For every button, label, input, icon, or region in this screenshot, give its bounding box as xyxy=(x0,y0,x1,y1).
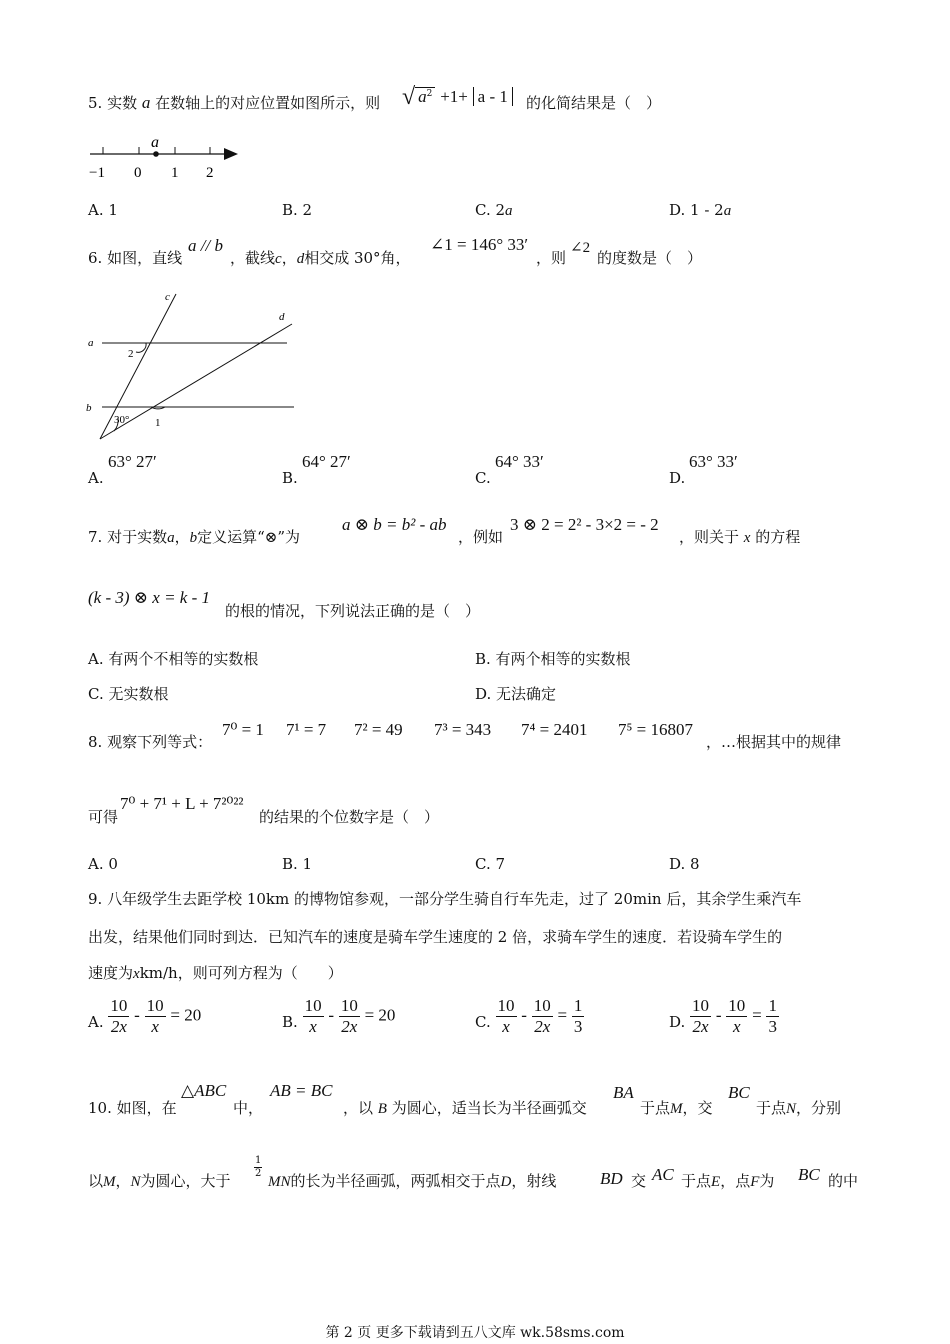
q5-expression: √ $a^2 +1+ a - 1$ xyxy=(402,84,513,114)
q5-option-c[interactable]: C. 2a xyxy=(475,201,513,219)
q10-triangle: △ABC xyxy=(181,1081,227,1100)
q5-option-b[interactable]: B. 2 xyxy=(282,201,313,219)
q5-stem-end: 的化简结果是（ ） xyxy=(526,94,662,112)
q8-option-b[interactable]: B. 1 xyxy=(282,855,313,873)
label-c: c xyxy=(165,291,170,303)
q10-BD: BD xyxy=(600,1169,623,1188)
label-a: a xyxy=(88,337,94,349)
q7-option-d[interactable]: D. 无法确定 xyxy=(475,685,557,703)
page-footer: 第 2 页 更多下载请到五八文库 wk.58sms.com xyxy=(325,1325,625,1341)
tick-label: 2 xyxy=(206,165,214,181)
q8-eq: 7³ = 343 xyxy=(434,720,492,739)
q9-option-c[interactable]: C. $\frac{10}{x}$ - $\frac{10}{2x}$ = $\frac{1}{3}$ xyxy=(475,996,583,1036)
q8-eq: 7⁵ = 16807 xyxy=(618,720,694,739)
q10-half: 1 2 xyxy=(255,1155,262,1179)
q6-stem-2: ，截线c，d相交成 30°角， xyxy=(230,249,411,267)
q8-sum: 7⁰ + 7¹ + L + 7²⁰²² xyxy=(120,794,244,813)
q8-option-a[interactable]: A. 0 xyxy=(88,855,118,873)
q10-line2-b: MN的长为半径画弧，两弧相交于点D，射线 xyxy=(268,1172,557,1190)
q9-option-b[interactable]: B. $\frac{10}{x}$ - $\frac{10}{2x}$ = 20 xyxy=(282,996,396,1036)
q5-option-d[interactable]: D. 1 - 2a xyxy=(669,201,732,219)
q7-stem-3: ，则关于 x 的方程 xyxy=(679,528,801,546)
q8-eq: 7⁴ = 2401 xyxy=(521,720,588,739)
q8-stem-3: 可得 xyxy=(88,808,119,826)
q8-eq: 7² = 49 xyxy=(354,720,403,739)
point-a xyxy=(153,151,159,157)
number-line-arrow xyxy=(224,148,238,160)
q9-line2: 出发，结果他们同时到达．已知汽车的速度是骑车学生速度的 2 倍，求骑车学生的速度．若设骑车学生的 xyxy=(88,928,783,946)
q7-option-b[interactable]: B. 有两个相等的实数根 xyxy=(475,650,631,668)
q8-stem: 8. 观察下列等式： xyxy=(88,733,213,751)
label-1: 1 xyxy=(155,417,161,429)
q10-line2-d: 于点E，点F为 xyxy=(681,1172,775,1190)
q7-stem: 7. 对于实数a，b定义运算“⊗”为 xyxy=(88,528,301,546)
q6-stem: 6. 如图，直线 xyxy=(88,249,183,267)
q8-option-d[interactable]: D. 8 xyxy=(669,855,700,873)
tick-label: 1 xyxy=(171,165,179,181)
q10-line2-e: 的中 xyxy=(828,1172,859,1190)
line-c xyxy=(100,294,176,439)
q10-stem-5: 于点N，分别 xyxy=(756,1099,842,1117)
q8-stem-2: ，…根据其中的规律 xyxy=(706,733,842,751)
q10-stem-2: 中， xyxy=(233,1099,264,1117)
q7-example: 3 ⊗ 2 = 2² - 3×2 = - 2 xyxy=(510,515,659,534)
q10-eq: AB = BC xyxy=(270,1081,333,1100)
q5-option-a[interactable]: A. 1 xyxy=(88,201,118,219)
q10-AC: AC xyxy=(652,1165,674,1184)
q10-line2: 以M，N为圆心，大于 xyxy=(88,1172,231,1190)
q8-eq: 7⁰ = 1 xyxy=(222,720,264,739)
q9-line1: 9. 八年级学生去距学校 10km 的博物馆参观，一部分学生骑自行车先走，过了 20min 后，其余学生乘汽车 xyxy=(88,890,802,908)
q8-option-c[interactable]: C. 7 xyxy=(475,855,506,873)
arc-2 xyxy=(136,343,146,352)
q10-BC: BC xyxy=(728,1083,750,1102)
q10-BA: BA xyxy=(613,1083,634,1102)
q7-stem-4: 的根的情况，下列说法正确的是（ ） xyxy=(225,602,481,620)
q6-stem-4: 的度数是（ ） xyxy=(597,249,703,267)
q10-line2-c: 交 xyxy=(631,1172,647,1190)
tick-label: −1 xyxy=(89,165,105,181)
tick-label: 0 xyxy=(134,165,142,181)
q6-stem-3: ，则 xyxy=(536,249,567,267)
q10-BC-2: BC xyxy=(798,1165,820,1184)
q10-stem-3: ，以 B 为圆心，适当长为半径画弧交 xyxy=(343,1099,587,1117)
q9-option-d[interactable]: D. $\frac{10}{2x}$ - $\frac{10}{x}$ = $\frac{1}{3}$ xyxy=(669,996,777,1036)
q5-stem: 5. 实数 a 在数轴上的对应位置如图所示，则 xyxy=(88,93,381,112)
q8-stem-4: 的结果的个位数字是（ ） xyxy=(259,808,440,826)
q7-option-c[interactable]: C. 无实数根 xyxy=(88,685,169,703)
q7-option-a[interactable]: A. 有两个不相等的实数根 xyxy=(88,650,259,668)
q9-line3: 速度为xkm/h，则可列方程为（ ） xyxy=(88,964,343,982)
label-2: 2 xyxy=(128,348,134,360)
label-30: 30° xyxy=(114,414,130,426)
q7-definition: a ⊗ b = b² - ab xyxy=(342,515,447,534)
q7-stem-2: ，例如 xyxy=(458,528,504,546)
q9-option-a[interactable]: A. $\frac{10}{2x}$ - $\frac{10}{x}$ = 20 xyxy=(88,996,202,1036)
q7-equation: (k - 3) ⊗ x = k - 1 xyxy=(88,588,210,607)
q10-stem: 10. 如图，在 xyxy=(88,1099,177,1117)
label-b: b xyxy=(86,402,92,414)
q10-stem-4: 于点M，交 xyxy=(640,1099,713,1117)
q5-number-line xyxy=(86,132,246,182)
label-d: d xyxy=(279,311,285,323)
point-label: a xyxy=(151,134,159,151)
q6-angle2: ∠2 xyxy=(570,240,591,256)
q6-parallel: a // b xyxy=(188,236,223,255)
q6-angle1: ∠1 = 146° 33′ xyxy=(430,235,529,254)
q6-figure xyxy=(84,286,299,446)
q8-eq: 7¹ = 7 xyxy=(286,720,327,739)
